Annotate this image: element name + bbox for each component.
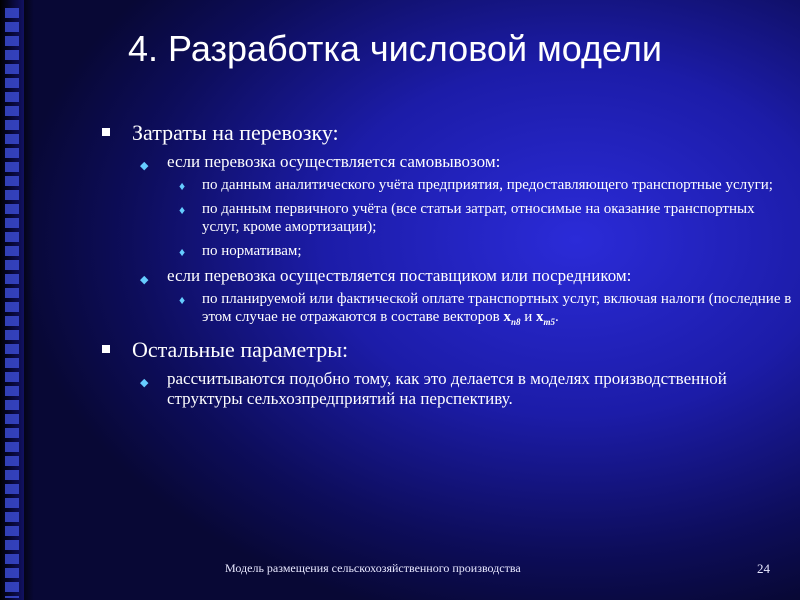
bullet-other-params-heading: [102, 337, 792, 363]
film-strip-decoration: [0, 0, 24, 600]
square-bullet-icon: [102, 345, 110, 353]
list-item: [102, 176, 792, 194]
small-diamond-bullet-icon: ♦: [179, 203, 186, 217]
other-params-heading-text: Остальные параметры:: [132, 337, 349, 362]
page-number: 24: [757, 561, 770, 576]
other-params-text: рассчитываются подобно тому, как это делается в моделях производственной структуры сельхозпредприятий на перспективу.: [167, 369, 727, 408]
list-item: [102, 200, 792, 236]
self-pickup-text: если перевозка осуществляется самовывозом:: [167, 152, 501, 171]
item-end: .: [555, 309, 559, 325]
conjunction: и: [520, 309, 537, 325]
film-holes: [5, 8, 19, 598]
diamond-bullet-icon: ◆: [140, 160, 149, 172]
slide-content: [102, 120, 792, 413]
film-edge-shadow: [24, 0, 34, 600]
list-item-text: по данным аналитического учёта предприятия, предоставляющего транспортные услуги;: [202, 177, 773, 193]
vector-subscript: n8: [510, 317, 521, 327]
bullet-supplier: [102, 266, 792, 286]
vector-subscript: m5: [543, 317, 556, 327]
list-item-text: по нормативам;: [202, 243, 302, 259]
list-item-text: по данным первичного учёта (все статьи затрат, относимые на оказание транспортных услуг, кроме амортизации);: [202, 201, 755, 235]
list-item: [102, 242, 792, 260]
small-diamond-bullet-icon: ♦: [179, 245, 186, 259]
vector-x-m5: [536, 309, 555, 325]
bullet-costs-heading: [102, 120, 792, 146]
supplier-text: если перевозка осуществляется поставщиком или посредником:: [167, 266, 632, 285]
vector-x-n8: [503, 309, 520, 325]
costs-heading-text: Затраты на перевозку:: [132, 120, 339, 145]
slide-footer: Модель размещения сельскохозяйственного производства: [225, 561, 521, 575]
diamond-bullet-icon: ◆: [140, 377, 149, 389]
list-item: [102, 290, 792, 331]
small-diamond-bullet-icon: ♦: [179, 179, 186, 193]
slide-title: 4. Разработка числовой модели: [128, 28, 662, 69]
list-item-text: по планируемой или фактической оплате транспортных услуг, включая налоги (последние в этом случае не отражаются в составе векторов: [202, 291, 792, 325]
vector-base: x: [536, 309, 544, 325]
vector-base: x: [503, 309, 511, 325]
bullet-self-pickup: [102, 152, 792, 172]
bullet-other-params: [102, 369, 792, 409]
diamond-bullet-icon: ◆: [140, 274, 149, 286]
small-diamond-bullet-icon: ♦: [179, 293, 186, 307]
square-bullet-icon: [102, 128, 110, 136]
